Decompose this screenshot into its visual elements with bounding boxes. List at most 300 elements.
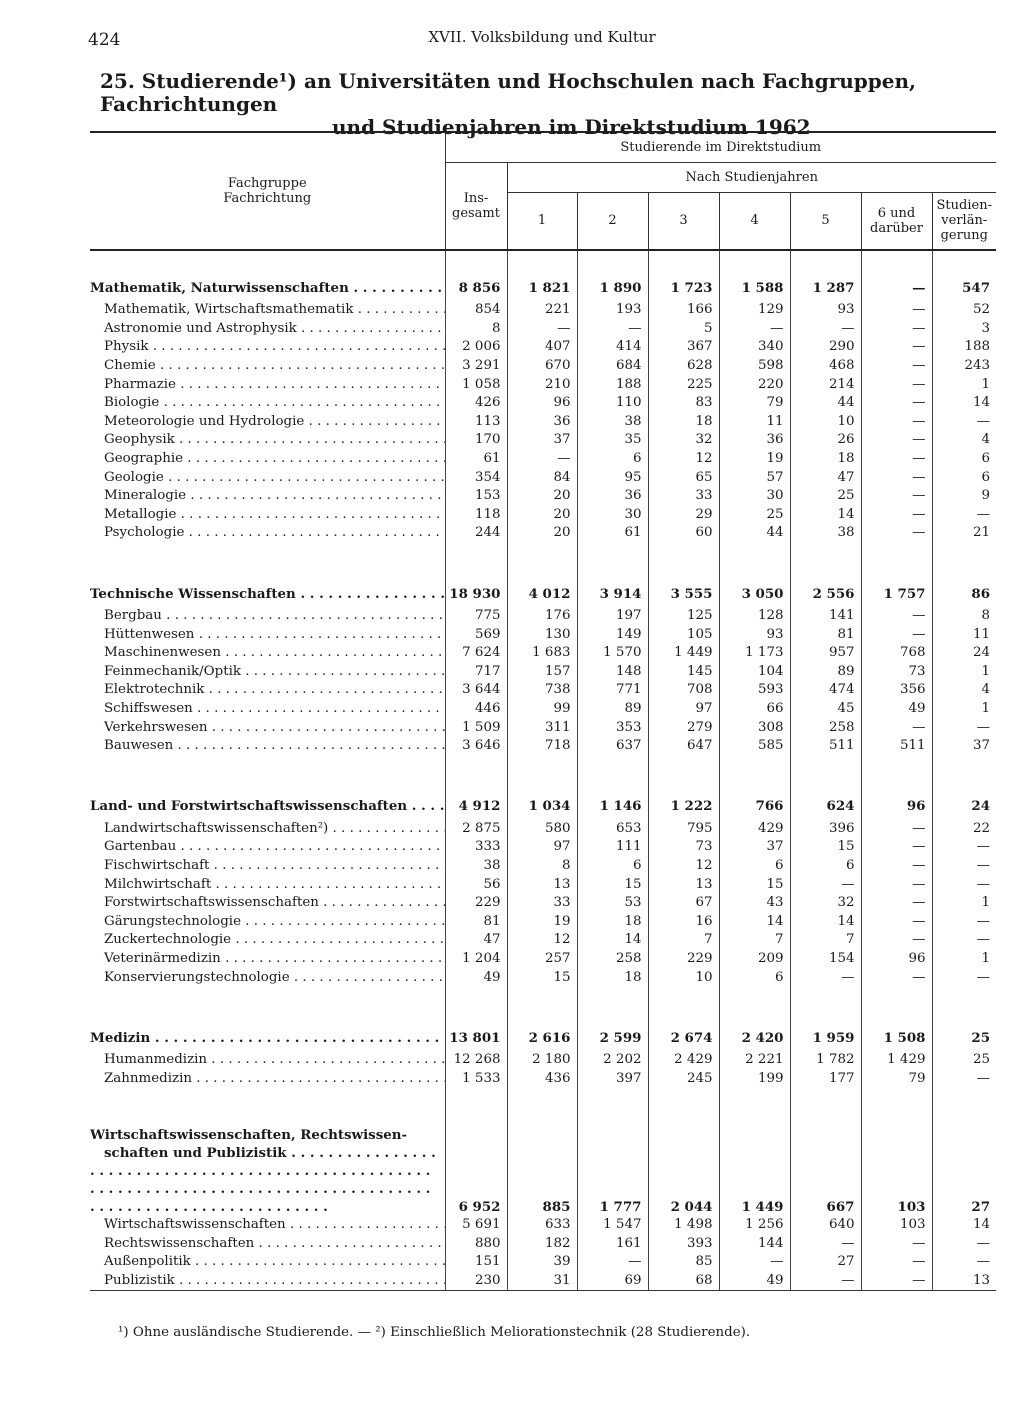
cell-col-4: 30 (719, 487, 790, 506)
row-label: Biologie . . . (104, 395, 445, 410)
cell-col-4: 15 (719, 875, 790, 894)
cell-col-6: — (861, 625, 932, 644)
cell-col-2: 1 890 (577, 275, 648, 301)
header-stub: Fachgruppe Fachrichtung (90, 132, 445, 250)
cell-col-7: — (932, 912, 996, 931)
cell-col-2: — (577, 1253, 648, 1272)
cell-col-5: 154 (790, 950, 861, 969)
cell-col-6: — (861, 394, 932, 413)
table-row (90, 1216, 996, 1235)
cell-col-7: — (932, 413, 996, 432)
row-label: Maschinenwesen . . . (104, 645, 445, 660)
cell-insgesamt: 8 856 (445, 275, 507, 301)
cell-col-6: — (861, 450, 932, 469)
cell-col-2: 89 (577, 700, 648, 719)
cell-col-3: 68 (648, 1272, 719, 1291)
cell-col-4: 104 (719, 663, 790, 682)
cell-col-4: 1 256 (719, 1216, 790, 1235)
cell-col-3: 125 (648, 607, 719, 626)
cell-insgesamt: 3 291 (445, 357, 507, 376)
cell-col-4: 37 (719, 838, 790, 857)
cell-col-5: — (790, 1235, 861, 1254)
cell-col-4: 593 (719, 681, 790, 700)
cell-col-2: 1 570 (577, 644, 648, 663)
row-label: Astronomie und Astrophysik . . . (104, 321, 445, 336)
table-row (90, 968, 996, 987)
page-number: 424 (88, 30, 121, 50)
group-total-row (90, 1025, 996, 1051)
row-label: Metallogie . . . (104, 507, 445, 522)
cell-col-6: — (861, 894, 932, 913)
cell-insgesamt: 1 058 (445, 375, 507, 394)
cell-col-3: 29 (648, 506, 719, 525)
header-insgesamt: Ins- gesamt (445, 162, 507, 250)
row-label: Pharmazie . . . (104, 377, 445, 392)
cell-col-2: 18 (577, 968, 648, 987)
table-row (90, 700, 996, 719)
cell-col-5: 81 (790, 625, 861, 644)
cell-col-7: 24 (932, 644, 996, 663)
cell-col-6: — (861, 524, 932, 543)
cell-col-3: 279 (648, 718, 719, 737)
cell-col-2: 69 (577, 1272, 648, 1291)
cell-col-2: — (577, 320, 648, 339)
cell-col-3: 3 555 (648, 581, 719, 607)
cell-col-3: 225 (648, 375, 719, 394)
cell-col-6: — (861, 413, 932, 432)
cell-col-4: 1 449 (719, 1126, 790, 1216)
cell-col-6: — (861, 338, 932, 357)
cell-col-7: — (932, 968, 996, 987)
cell-col-5: 89 (790, 663, 861, 682)
cell-col-2: 148 (577, 663, 648, 682)
cell-col-5: 45 (790, 700, 861, 719)
cell-col-1: 738 (507, 681, 577, 700)
cell-insgesamt: 880 (445, 1235, 507, 1254)
row-label: Mineralogie . . . (104, 488, 445, 503)
cell-col-3: 367 (648, 338, 719, 357)
cell-insgesamt: 7 624 (445, 644, 507, 663)
cell-col-5: 15 (790, 838, 861, 857)
cell-col-6: — (861, 931, 932, 950)
group-total-row (90, 581, 996, 607)
group-label: Mathematik, Naturwissenschaften . . . (90, 280, 445, 296)
cell-col-5: 14 (790, 912, 861, 931)
group-label-line-2: schaften und Publizistik . . . (90, 1145, 436, 1215)
cell-col-1: 8 (507, 857, 577, 876)
table-row (90, 1253, 996, 1272)
cell-col-2: 684 (577, 357, 648, 376)
cell-col-3: 32 (648, 431, 719, 450)
table-header (90, 132, 996, 250)
cell-col-6: 96 (861, 793, 932, 819)
header-group: Studierende im Direktstudium (445, 132, 996, 162)
cell-col-6: — (861, 857, 932, 876)
cell-col-1: 39 (507, 1253, 577, 1272)
header-year-2: 2 (577, 192, 648, 250)
cell-col-7: 1 (932, 663, 996, 682)
cell-col-3: 13 (648, 875, 719, 894)
cell-col-2: 38 (577, 413, 648, 432)
cell-col-5: 26 (790, 431, 861, 450)
cell-col-4: 2 420 (719, 1025, 790, 1051)
cell-col-2: 53 (577, 894, 648, 913)
table-row (90, 931, 996, 950)
cell-col-4: 598 (719, 357, 790, 376)
cell-col-1: 37 (507, 431, 577, 450)
table-row (90, 857, 996, 876)
row-label: Humanmedizin . . . (104, 1052, 445, 1067)
row-label: Landwirtschaftswissenschaften²) . . . (104, 821, 445, 836)
row-label: Zuckertechnologie . . . (104, 932, 445, 947)
row-label: Mathematik, Wirtschaftsmathematik . . . (104, 302, 445, 317)
cell-col-2: 111 (577, 838, 648, 857)
cell-col-1: 2 616 (507, 1025, 577, 1051)
cell-col-2: 193 (577, 301, 648, 320)
cell-insgesamt: 230 (445, 1272, 507, 1291)
cell-col-6: 79 (861, 1069, 932, 1088)
cell-col-3: 628 (648, 357, 719, 376)
cell-insgesamt: 569 (445, 625, 507, 644)
cell-col-1: 1 034 (507, 793, 577, 819)
cell-col-3: 67 (648, 894, 719, 913)
row-label: Psychologie . . . (104, 525, 445, 540)
cell-col-5: — (790, 1272, 861, 1291)
cell-insgesamt: 5 691 (445, 1216, 507, 1235)
cell-col-2: 397 (577, 1069, 648, 1088)
cell-col-3: 647 (648, 737, 719, 756)
cell-col-7: 3 (932, 320, 996, 339)
cell-col-6: — (861, 275, 932, 301)
cell-col-4: 19 (719, 450, 790, 469)
cell-insgesamt: 3 646 (445, 737, 507, 756)
cell-col-7: — (932, 838, 996, 857)
cell-col-7: — (932, 875, 996, 894)
cell-col-5: 27 (790, 1253, 861, 1272)
cell-col-1: 2 180 (507, 1051, 577, 1070)
cell-col-3: 1 498 (648, 1216, 719, 1235)
cell-col-3: 2 429 (648, 1051, 719, 1070)
cell-col-1: 15 (507, 968, 577, 987)
header-year-3: 3 (648, 192, 719, 250)
cell-col-2: 161 (577, 1235, 648, 1254)
cell-col-4: 129 (719, 301, 790, 320)
cell-insgesamt: 118 (445, 506, 507, 525)
spacer-row (90, 987, 996, 1025)
cell-col-7: 27 (932, 1126, 996, 1216)
cell-insgesamt: 775 (445, 607, 507, 626)
cell-col-7: — (932, 857, 996, 876)
cell-col-1: 885 (507, 1126, 577, 1216)
cell-col-6: — (861, 607, 932, 626)
row-label: Meteorologie und Hydrologie . . . (104, 414, 445, 429)
table-row (90, 607, 996, 626)
cell-col-3: 1 222 (648, 793, 719, 819)
table-row (90, 524, 996, 543)
spacer-row (90, 1088, 996, 1126)
table-row (90, 431, 996, 450)
cell-col-6: — (861, 487, 932, 506)
cell-col-1: 97 (507, 838, 577, 857)
cell-col-2: 2 599 (577, 1025, 648, 1051)
cell-col-6: 49 (861, 700, 932, 719)
row-label: Außenpolitik . . . (104, 1254, 445, 1269)
table-row (90, 819, 996, 838)
cell-col-4: 766 (719, 793, 790, 819)
header-year-6: 6 und darüber (861, 192, 932, 250)
cell-col-2: 188 (577, 375, 648, 394)
row-label: Bauwesen . . . (104, 738, 445, 753)
cell-col-1: 670 (507, 357, 577, 376)
cell-col-5: — (790, 968, 861, 987)
cell-col-3: 97 (648, 700, 719, 719)
cell-insgesamt: 61 (445, 450, 507, 469)
spacer-row (90, 250, 996, 275)
cell-col-6: 1 757 (861, 581, 932, 607)
cell-col-4: 199 (719, 1069, 790, 1088)
cell-col-5: — (790, 320, 861, 339)
cell-col-3: 65 (648, 468, 719, 487)
cell-insgesamt: 3 644 (445, 681, 507, 700)
cell-col-7: 25 (932, 1025, 996, 1051)
row-label: Wirtschaftswissenschaften . . . (104, 1217, 445, 1232)
cell-col-2: 36 (577, 487, 648, 506)
cell-col-7: 243 (932, 357, 996, 376)
cell-col-1: 176 (507, 607, 577, 626)
cell-col-2: 110 (577, 394, 648, 413)
cell-col-4: 57 (719, 468, 790, 487)
group-label (90, 1126, 445, 1216)
cell-col-6: — (861, 357, 932, 376)
statistics-table (90, 131, 996, 1291)
table-row (90, 681, 996, 700)
cell-insgesamt: 170 (445, 431, 507, 450)
cell-col-5: 177 (790, 1069, 861, 1088)
cell-col-4: — (719, 1253, 790, 1272)
cell-insgesamt: 56 (445, 875, 507, 894)
cell-col-5: 290 (790, 338, 861, 357)
cell-col-7: 1 (932, 375, 996, 394)
cell-col-7: 22 (932, 819, 996, 838)
header-year-7: Studien- verlän- gerung (932, 192, 996, 250)
row-label: Bergbau . . . (104, 608, 445, 623)
table-row (90, 450, 996, 469)
cell-col-1: — (507, 450, 577, 469)
row-label: Physik . . . (104, 339, 445, 354)
cell-insgesamt: 333 (445, 838, 507, 857)
cell-col-1: 436 (507, 1069, 577, 1088)
cell-col-6: 103 (861, 1216, 932, 1235)
cell-col-4: 25 (719, 506, 790, 525)
cell-col-1: 718 (507, 737, 577, 756)
cell-col-4: 7 (719, 931, 790, 950)
cell-col-7: 4 (932, 681, 996, 700)
cell-col-1: 311 (507, 718, 577, 737)
table-row (90, 950, 996, 969)
cell-col-6: — (861, 968, 932, 987)
group-label: Medizin . . . (90, 1030, 445, 1046)
cell-col-4: 308 (719, 718, 790, 737)
row-label: Rechtswissenschaften . . . (104, 1236, 445, 1251)
cell-col-4: 6 (719, 968, 790, 987)
cell-col-5: 1 959 (790, 1025, 861, 1051)
cell-col-4: 44 (719, 524, 790, 543)
cell-col-1: 31 (507, 1272, 577, 1291)
running-head: XVII. Volksbildung und Kultur (428, 28, 656, 46)
cell-col-6: — (861, 1235, 932, 1254)
footnote: ¹) Ohne ausländische Studierende. — ²) Einschließlich Meliorationstechnik (28 Studierende). (118, 1325, 751, 1340)
cell-col-7: 9 (932, 487, 996, 506)
cell-insgesamt: 717 (445, 663, 507, 682)
cell-col-4: 1 173 (719, 644, 790, 663)
cell-col-2: 1 777 (577, 1126, 648, 1216)
cell-col-1: 99 (507, 700, 577, 719)
cell-col-3: 2 044 (648, 1126, 719, 1216)
cell-col-4: 3 050 (719, 581, 790, 607)
cell-col-4: 1 588 (719, 275, 790, 301)
cell-col-3: 229 (648, 950, 719, 969)
table-row (90, 506, 996, 525)
row-label: Hüttenwesen . . . (104, 627, 445, 642)
cell-col-4: 36 (719, 431, 790, 450)
cell-col-7: 6 (932, 468, 996, 487)
cell-col-2: 353 (577, 718, 648, 737)
cell-col-5: 47 (790, 468, 861, 487)
cell-insgesamt: 113 (445, 413, 507, 432)
cell-col-1: 20 (507, 487, 577, 506)
header-year-1: 1 (507, 192, 577, 250)
cell-col-6: 96 (861, 950, 932, 969)
row-label: Publizistik . . . (104, 1273, 445, 1288)
cell-col-4: 93 (719, 625, 790, 644)
table-row (90, 487, 996, 506)
cell-col-7: 547 (932, 275, 996, 301)
cell-col-4: 43 (719, 894, 790, 913)
cell-col-6: — (861, 912, 932, 931)
cell-col-2: 771 (577, 681, 648, 700)
row-label: Forstwirtschaftswissenschaften . . . (104, 895, 445, 910)
cell-insgesamt: 854 (445, 301, 507, 320)
cell-col-3: 105 (648, 625, 719, 644)
cell-col-3: 85 (648, 1253, 719, 1272)
cell-insgesamt: 2 006 (445, 338, 507, 357)
cell-col-4: 144 (719, 1235, 790, 1254)
cell-col-4: 585 (719, 737, 790, 756)
cell-col-1: 221 (507, 301, 577, 320)
group-total-row (90, 275, 996, 301)
cell-col-1: 20 (507, 524, 577, 543)
table-row (90, 644, 996, 663)
table-row (90, 468, 996, 487)
cell-col-7: 188 (932, 338, 996, 357)
cell-col-7: — (932, 1253, 996, 1272)
header-year-4: 4 (719, 192, 790, 250)
cell-col-4: 209 (719, 950, 790, 969)
cell-col-3: 73 (648, 838, 719, 857)
cell-col-5: 38 (790, 524, 861, 543)
cell-col-5: — (790, 875, 861, 894)
cell-col-4: 11 (719, 413, 790, 432)
cell-col-5: 468 (790, 357, 861, 376)
cell-col-1: 210 (507, 375, 577, 394)
cell-col-3: 145 (648, 663, 719, 682)
table-title (100, 70, 990, 139)
cell-insgesamt: 81 (445, 912, 507, 931)
cell-col-1: 4 012 (507, 581, 577, 607)
cell-col-1: 1 821 (507, 275, 577, 301)
cell-col-5: 214 (790, 375, 861, 394)
table-row (90, 1069, 996, 1088)
cell-col-7: 13 (932, 1272, 996, 1291)
cell-col-5: 14 (790, 506, 861, 525)
cell-col-4: 79 (719, 394, 790, 413)
cell-col-7: — (932, 1235, 996, 1254)
title-line-1: 25. Studierende¹) an Universitäten und Hochschulen nach Fachgruppen, Fachrichtungen (100, 69, 916, 116)
cell-col-1: 33 (507, 894, 577, 913)
cell-col-3: 5 (648, 320, 719, 339)
cell-col-3: 1 723 (648, 275, 719, 301)
cell-col-5: 25 (790, 487, 861, 506)
cell-col-2: 35 (577, 431, 648, 450)
cell-col-1: 257 (507, 950, 577, 969)
row-label: Chemie . . . (104, 358, 445, 373)
cell-col-2: 2 202 (577, 1051, 648, 1070)
cell-col-2: 95 (577, 468, 648, 487)
cell-col-7: 6 (932, 450, 996, 469)
cell-col-3: 166 (648, 301, 719, 320)
cell-col-1: 36 (507, 413, 577, 432)
cell-col-6: — (861, 1253, 932, 1272)
cell-col-3: 33 (648, 487, 719, 506)
cell-col-4: 6 (719, 857, 790, 876)
cell-insgesamt: 38 (445, 857, 507, 876)
cell-col-7: 24 (932, 793, 996, 819)
cell-col-6: — (861, 506, 932, 525)
cell-col-5: 640 (790, 1216, 861, 1235)
cell-insgesamt: 2 875 (445, 819, 507, 838)
cell-col-1: 130 (507, 625, 577, 644)
cell-insgesamt: 426 (445, 394, 507, 413)
cell-insgesamt: 244 (445, 524, 507, 543)
cell-insgesamt: 1 509 (445, 718, 507, 737)
group-total-row (90, 793, 996, 819)
cell-insgesamt: 6 952 (445, 1126, 507, 1216)
cell-col-1: 12 (507, 931, 577, 950)
cell-col-3: 60 (648, 524, 719, 543)
cell-col-1: 13 (507, 875, 577, 894)
table-row (90, 718, 996, 737)
cell-col-7: — (932, 1069, 996, 1088)
header-nach-studienjahren: Nach Studienjahren (507, 162, 996, 192)
cell-col-4: 220 (719, 375, 790, 394)
cell-col-1: 580 (507, 819, 577, 838)
table-row (90, 394, 996, 413)
cell-col-4: 429 (719, 819, 790, 838)
table-row (90, 338, 996, 357)
cell-col-2: 14 (577, 931, 648, 950)
row-label: Geographie . . . (104, 451, 445, 466)
cell-col-5: 44 (790, 394, 861, 413)
cell-col-2: 149 (577, 625, 648, 644)
cell-col-3: 18 (648, 413, 719, 432)
cell-col-3: 1 449 (648, 644, 719, 663)
table-row (90, 737, 996, 756)
cell-insgesamt: 12 268 (445, 1051, 507, 1070)
table-row (90, 912, 996, 931)
spacer-row (90, 543, 996, 581)
table-row (90, 375, 996, 394)
table-row (90, 875, 996, 894)
